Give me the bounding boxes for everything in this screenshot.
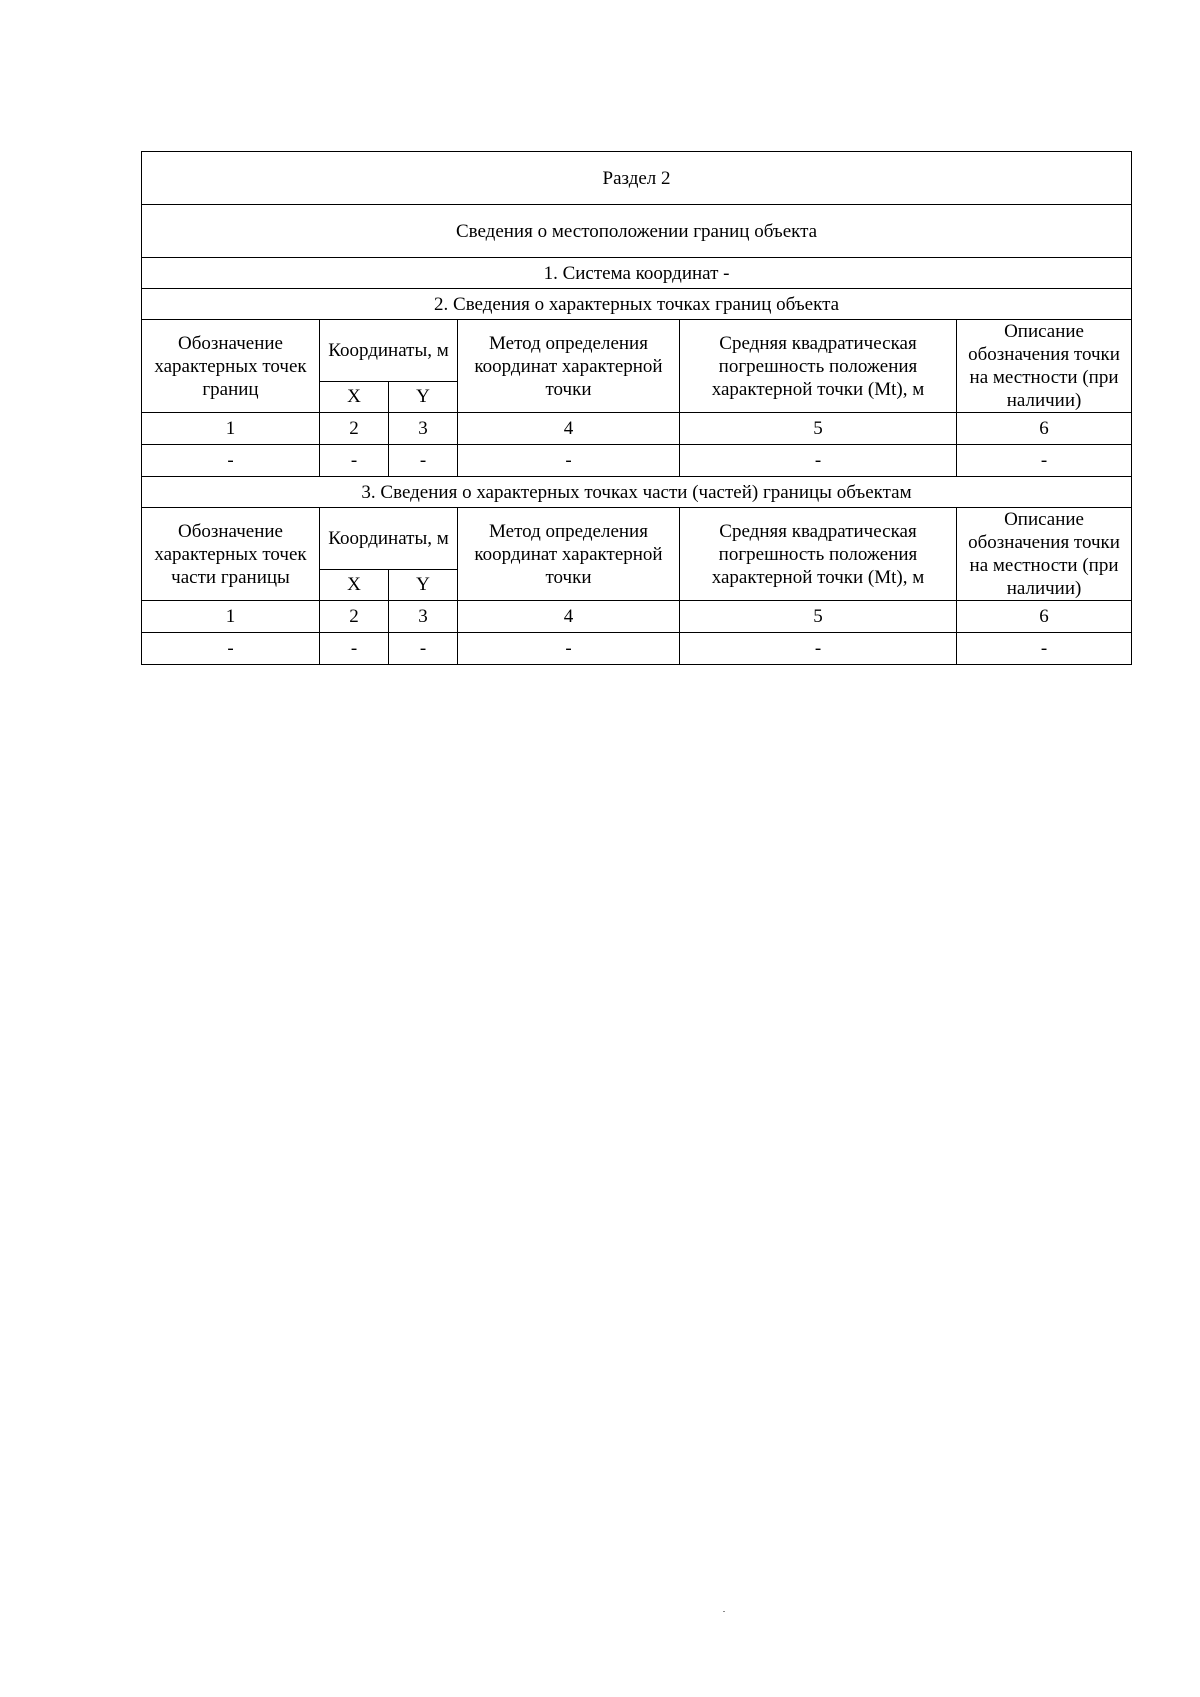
part2-colnum: 1 [142,413,320,445]
part3-header-coords: Координаты, м [320,508,458,570]
part2-header-method: Метод определения координат характерной точки [458,320,680,413]
part2-colnum: 4 [458,413,680,445]
coordinate-system-row: 1. Система координат - [142,258,1132,289]
section-title: Раздел 2 [142,152,1132,205]
part3-header-designation: Обозначение характерных точек части границы [142,508,320,601]
part3-colnum: 1 [142,601,320,633]
part2-colnum: 5 [680,413,957,445]
part3-header-description: Описание обозначения точки на местности (при наличии) [957,508,1132,601]
part3-colnum: 5 [680,601,957,633]
part3-table-row [142,633,1132,665]
part3-heading: 3. Сведения о характерных точках части (частей) границы объектам [142,477,1132,508]
part3-header-y: Y [389,569,458,600]
part3-column-numbers-row [142,601,1132,633]
section-subtitle: Сведения о местоположении границ объекта [142,205,1132,258]
part2-header-coords: Координаты, м [320,320,458,382]
part3-colnum: 3 [389,601,458,633]
part2-cell: - [320,445,389,477]
boundary-section-table [141,151,1132,665]
part2-header-x: X [320,381,389,412]
part2-header-error: Средняя квадратическая погрешность положения характерной точки (Mt), м [680,320,957,413]
part3-cell: - [142,633,320,665]
part3-cell: - [680,633,957,665]
part2-header-y: Y [389,381,458,412]
part2-cell: - [957,445,1132,477]
part3-cell: - [957,633,1132,665]
part2-colnum: 2 [320,413,389,445]
part2-column-numbers-row [142,413,1132,445]
part2-cell: - [458,445,680,477]
part3-cell: - [320,633,389,665]
part3-cell: - [458,633,680,665]
part3-colnum: 6 [957,601,1132,633]
part2-cell: - [142,445,320,477]
part3-colnum: 2 [320,601,389,633]
part2-colnum: 6 [957,413,1132,445]
part2-table-row [142,445,1132,477]
part2-heading: 2. Сведения о характерных точках границ объекта [142,289,1132,320]
part3-cell: - [389,633,458,665]
part2-cell: - [389,445,458,477]
part3-header-method: Метод определения координат характерной точки [458,508,680,601]
part2-cell: - [680,445,957,477]
part2-header-designation: Обозначение характерных точек границ [142,320,320,413]
part2-colnum: 3 [389,413,458,445]
part3-header-x: X [320,569,389,600]
scan-artifact [723,1611,725,1612]
part2-header-description: Описание обозначения точки на местности (при наличии) [957,320,1132,413]
part3-header-error: Средняя квадратическая погрешность положения характерной точки (Mt), м [680,508,957,601]
part3-colnum: 4 [458,601,680,633]
